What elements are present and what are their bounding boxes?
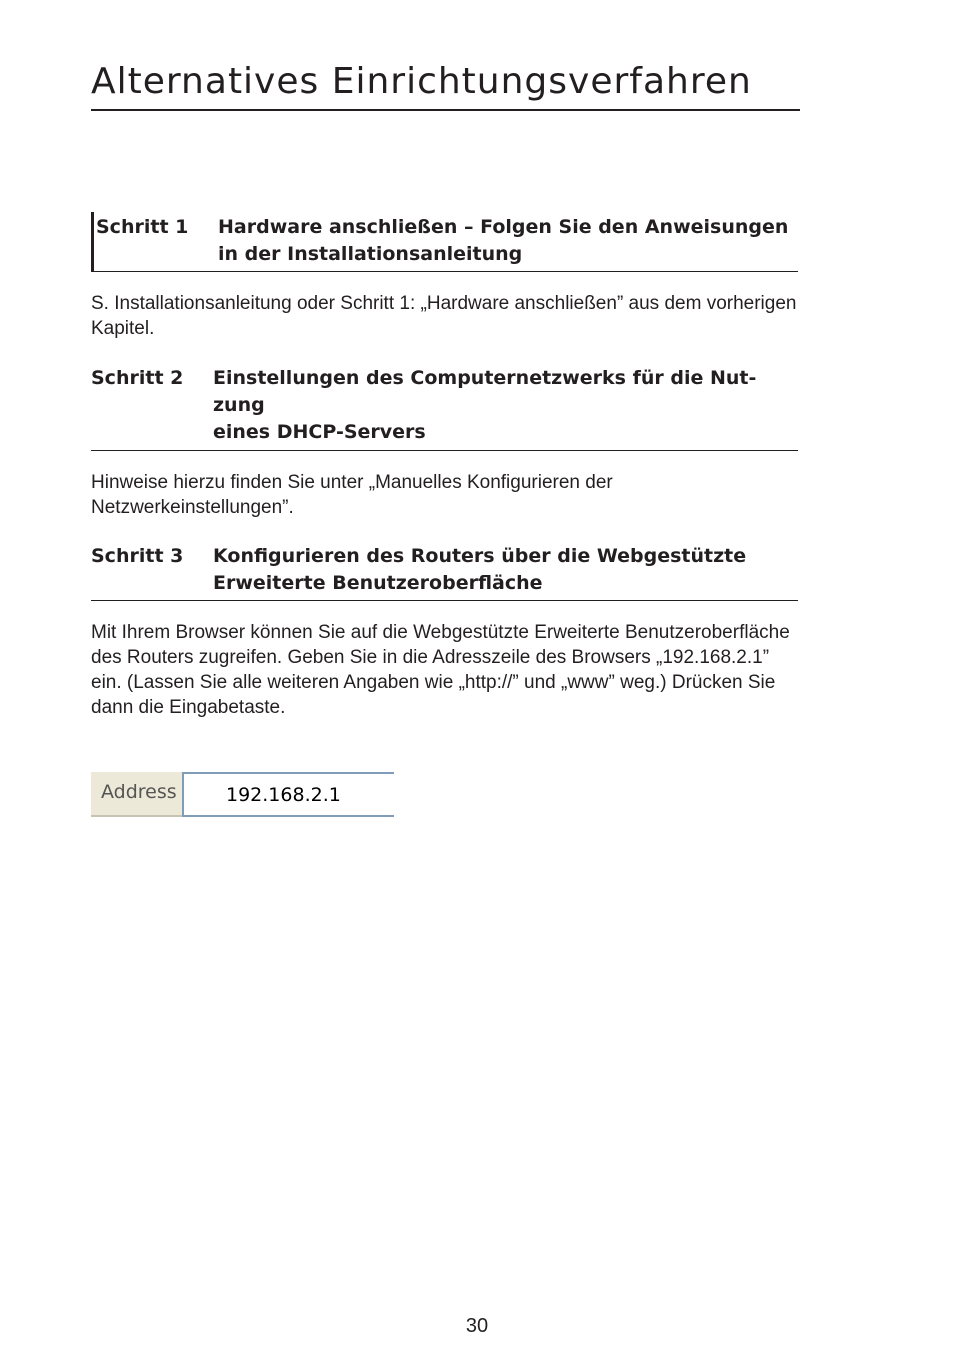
step-2-label: Schritt 2 [91,367,184,389]
step-1-heading [91,212,798,272]
title-rule [91,109,800,111]
step-1-title: Hardware anschließen – Folgen Sie den Anweisungen in der Installationsanleitung [218,216,789,265]
step-2-heading [91,365,798,451]
step-1-body: S. Installationsanleitung oder Schritt 1: „Hardware anschließen” aus dem vorherigen Kapitel. [91,293,797,339]
step-3-heading [91,543,798,601]
step-2-title: Einstellungen des Computernetzwerks für die Nut- zung eines DHCP-Servers [213,367,757,443]
page-title: Alternatives Einrichtungsverfahren [91,61,752,102]
step-2-body: Hinweise hierzu finden Sie unter „Manuelles Konfigurieren der Netzwerkeinstellungen”. [91,472,613,518]
page-number: 30 [465,1315,489,1337]
address-input[interactable]: 192.168.2.1 [182,772,394,817]
step-3-body: Mit Ihrem Browser können Sie auf die Webgestützte Erweiterte Benutzeroberfläche des Routers zugreifen. Geben Sie in die Adresszeile des Browsers „192.168.2.1” ein. (Lassen Sie alle weiteren Angaben wie „http://” und „www” weg.) Drücken Sie dann die Eingabetaste. [91,622,790,718]
address-label: Address [91,772,182,817]
step-3-label: Schritt 3 [91,545,184,567]
step-3-title: Konfigurieren des Routers über die Webgestützte Erweiterte Benutzeroberfläche [213,545,747,594]
address-bar [91,772,394,817]
step-1-label: Schritt 1 [96,216,189,238]
